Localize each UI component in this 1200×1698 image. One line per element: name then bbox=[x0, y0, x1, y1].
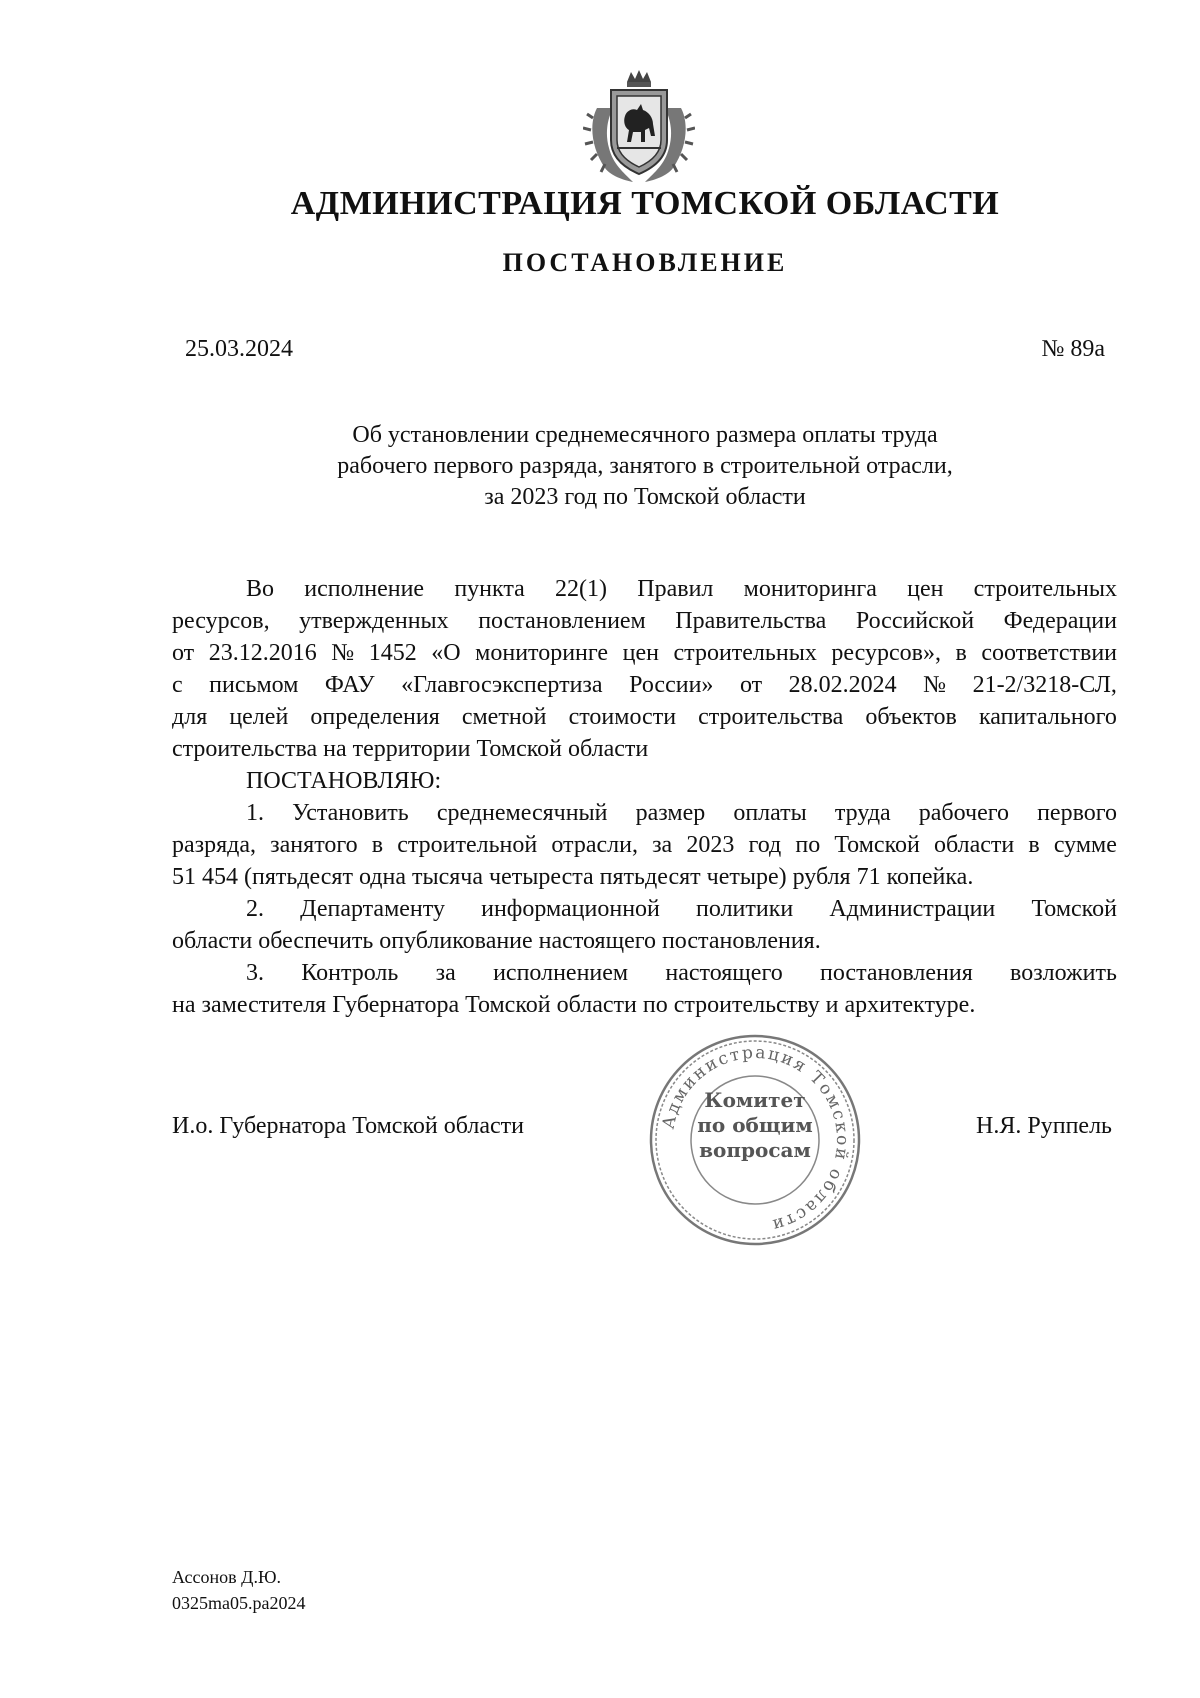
word: информационной bbox=[481, 896, 660, 922]
item-1-line bbox=[172, 829, 1117, 861]
word: от bbox=[172, 640, 195, 666]
word: стоимости bbox=[568, 704, 677, 730]
word: № bbox=[331, 640, 355, 666]
seal-center-line: по общим bbox=[697, 1113, 813, 1137]
word: строительства bbox=[698, 704, 844, 730]
word: в bbox=[955, 640, 967, 666]
document-subject bbox=[290, 420, 1000, 513]
word: настоящего bbox=[665, 960, 783, 986]
official-seal-icon bbox=[645, 1030, 865, 1250]
word: за bbox=[435, 960, 456, 986]
word: 2023 bbox=[686, 832, 735, 858]
body-line bbox=[172, 669, 1117, 701]
word: за bbox=[652, 832, 673, 858]
word: № bbox=[923, 672, 947, 698]
word: цен bbox=[907, 576, 944, 602]
file-code: 0325ma05.pa2024 bbox=[172, 1593, 306, 1613]
word: возложить bbox=[1010, 960, 1117, 986]
word: сумме bbox=[1053, 832, 1117, 858]
word: с bbox=[172, 672, 183, 698]
word: разряда, bbox=[172, 832, 257, 858]
body-line bbox=[172, 637, 1117, 669]
word: объектов bbox=[865, 704, 957, 730]
subject-line: за 2023 год по Томской области bbox=[484, 484, 806, 510]
word: исполнение bbox=[304, 576, 425, 602]
seal-center-line: вопросам bbox=[699, 1138, 811, 1162]
body-line bbox=[172, 701, 1117, 733]
word: год bbox=[748, 832, 782, 858]
word: Установить bbox=[292, 800, 409, 826]
decree-word-text: ПОСТАНОВЛЯЮ: bbox=[246, 768, 442, 794]
word: сметной bbox=[461, 704, 547, 730]
word: первого bbox=[1037, 800, 1117, 826]
word: Контроль bbox=[301, 960, 399, 986]
body-line-text: области обеспечить опубликование настоящего постановления. bbox=[172, 928, 821, 954]
signatory-role: И.о. Губернатора Томской области bbox=[172, 1113, 524, 1139]
word: постановления bbox=[819, 960, 973, 986]
word: 21-2/3218-СЛ, bbox=[972, 672, 1117, 698]
word: по bbox=[795, 832, 821, 858]
word: «О bbox=[431, 640, 461, 666]
word: труда bbox=[834, 800, 891, 826]
author-name: Ассонов Д.Ю. bbox=[172, 1567, 281, 1587]
word: 22(1) bbox=[555, 576, 608, 602]
word: отрасли, bbox=[551, 832, 638, 858]
word: 1452 bbox=[368, 640, 417, 666]
document-date: 25.03.2024 bbox=[185, 336, 293, 362]
word: Во bbox=[246, 576, 275, 602]
word: России» bbox=[629, 672, 714, 698]
word: определения bbox=[310, 704, 440, 730]
body-line-text: строительства на территории Томской области bbox=[172, 736, 649, 762]
word: 28.02.2024 bbox=[788, 672, 897, 698]
document-number: № 89а bbox=[1041, 336, 1105, 362]
organization-title: АДМИНИСТРАЦИЯ ТОМСКОЙ ОБЛАСТИ bbox=[290, 185, 1000, 222]
word: 1. bbox=[246, 800, 264, 826]
item-1-line bbox=[172, 797, 1117, 829]
word: от bbox=[739, 672, 763, 698]
word: мониторинге bbox=[475, 640, 609, 666]
word: исполнением bbox=[493, 960, 629, 986]
word: ФАУ bbox=[324, 672, 375, 698]
item-1-line bbox=[172, 861, 1117, 893]
body-line-text: 51 454 (пятьдесят одна тысяча четыреста пятьдесят четыре) рубля 71 копейка. bbox=[172, 864, 974, 890]
word: строительных bbox=[973, 576, 1117, 602]
word: для bbox=[172, 704, 208, 730]
body-line bbox=[172, 733, 1117, 765]
item-2-line bbox=[172, 925, 1117, 957]
coat-of-arms-icon bbox=[583, 68, 695, 186]
item-3-line bbox=[172, 989, 1117, 1021]
word: пункта bbox=[454, 576, 525, 602]
word: Правительства bbox=[675, 608, 827, 634]
word: занятого bbox=[270, 832, 358, 858]
word: Правил bbox=[637, 576, 714, 602]
word: Федерации bbox=[1003, 608, 1117, 634]
subject-line: Об установлении среднемесячного размера оплаты труда bbox=[352, 422, 938, 448]
word: политики bbox=[696, 896, 794, 922]
subject-line: рабочего первого разряда, занятого в строительной отрасли, bbox=[337, 453, 953, 479]
word: «Главгосэкспертиза bbox=[401, 672, 603, 698]
decree-word bbox=[172, 765, 1117, 797]
word: целей bbox=[229, 704, 289, 730]
word: области bbox=[933, 832, 1015, 858]
word: цен bbox=[622, 640, 659, 666]
item-2-line bbox=[172, 893, 1117, 925]
word: строительной bbox=[397, 832, 538, 858]
word: оплаты bbox=[733, 800, 807, 826]
body-line bbox=[172, 573, 1117, 605]
word: ресурсов», bbox=[831, 640, 941, 666]
item-3-line bbox=[172, 957, 1117, 989]
word: Томской bbox=[834, 832, 920, 858]
body-line bbox=[172, 605, 1117, 637]
word: утвержденных bbox=[299, 608, 449, 634]
seal-center-text bbox=[645, 1088, 865, 1163]
word: в bbox=[371, 832, 384, 858]
word: Департаменту bbox=[300, 896, 445, 922]
word: письмом bbox=[209, 672, 299, 698]
word: рабочего bbox=[918, 800, 1009, 826]
seal-center-line: Комитет bbox=[704, 1088, 806, 1112]
word: 23.12.2016 bbox=[208, 640, 317, 666]
word: размер bbox=[635, 800, 706, 826]
word: 3. bbox=[246, 960, 264, 986]
document-type: ПОСТАНОВЛЕНИЕ bbox=[502, 248, 788, 277]
word: Российской bbox=[855, 608, 975, 634]
word: 2. bbox=[246, 896, 264, 922]
signatory-name: Н.Я. Руппель bbox=[976, 1113, 1112, 1139]
document-body bbox=[172, 573, 1117, 1021]
document-footer bbox=[172, 1564, 305, 1616]
word: мониторинга bbox=[743, 576, 877, 602]
word: в bbox=[1028, 832, 1040, 858]
word: ресурсов, bbox=[172, 608, 270, 634]
word: Томской bbox=[1031, 896, 1117, 922]
word: строительных bbox=[673, 640, 817, 666]
word: постановлением bbox=[478, 608, 646, 634]
word: соответствии bbox=[981, 640, 1117, 666]
word: среднемесячный bbox=[436, 800, 608, 826]
word: Администрации bbox=[829, 896, 996, 922]
seal-ring-text: Администрация Томской области bbox=[658, 1042, 853, 1236]
body-line-text: на заместителя Губернатора Томской области по строительству и архитектуре. bbox=[172, 992, 976, 1018]
word: капитального bbox=[978, 704, 1117, 730]
